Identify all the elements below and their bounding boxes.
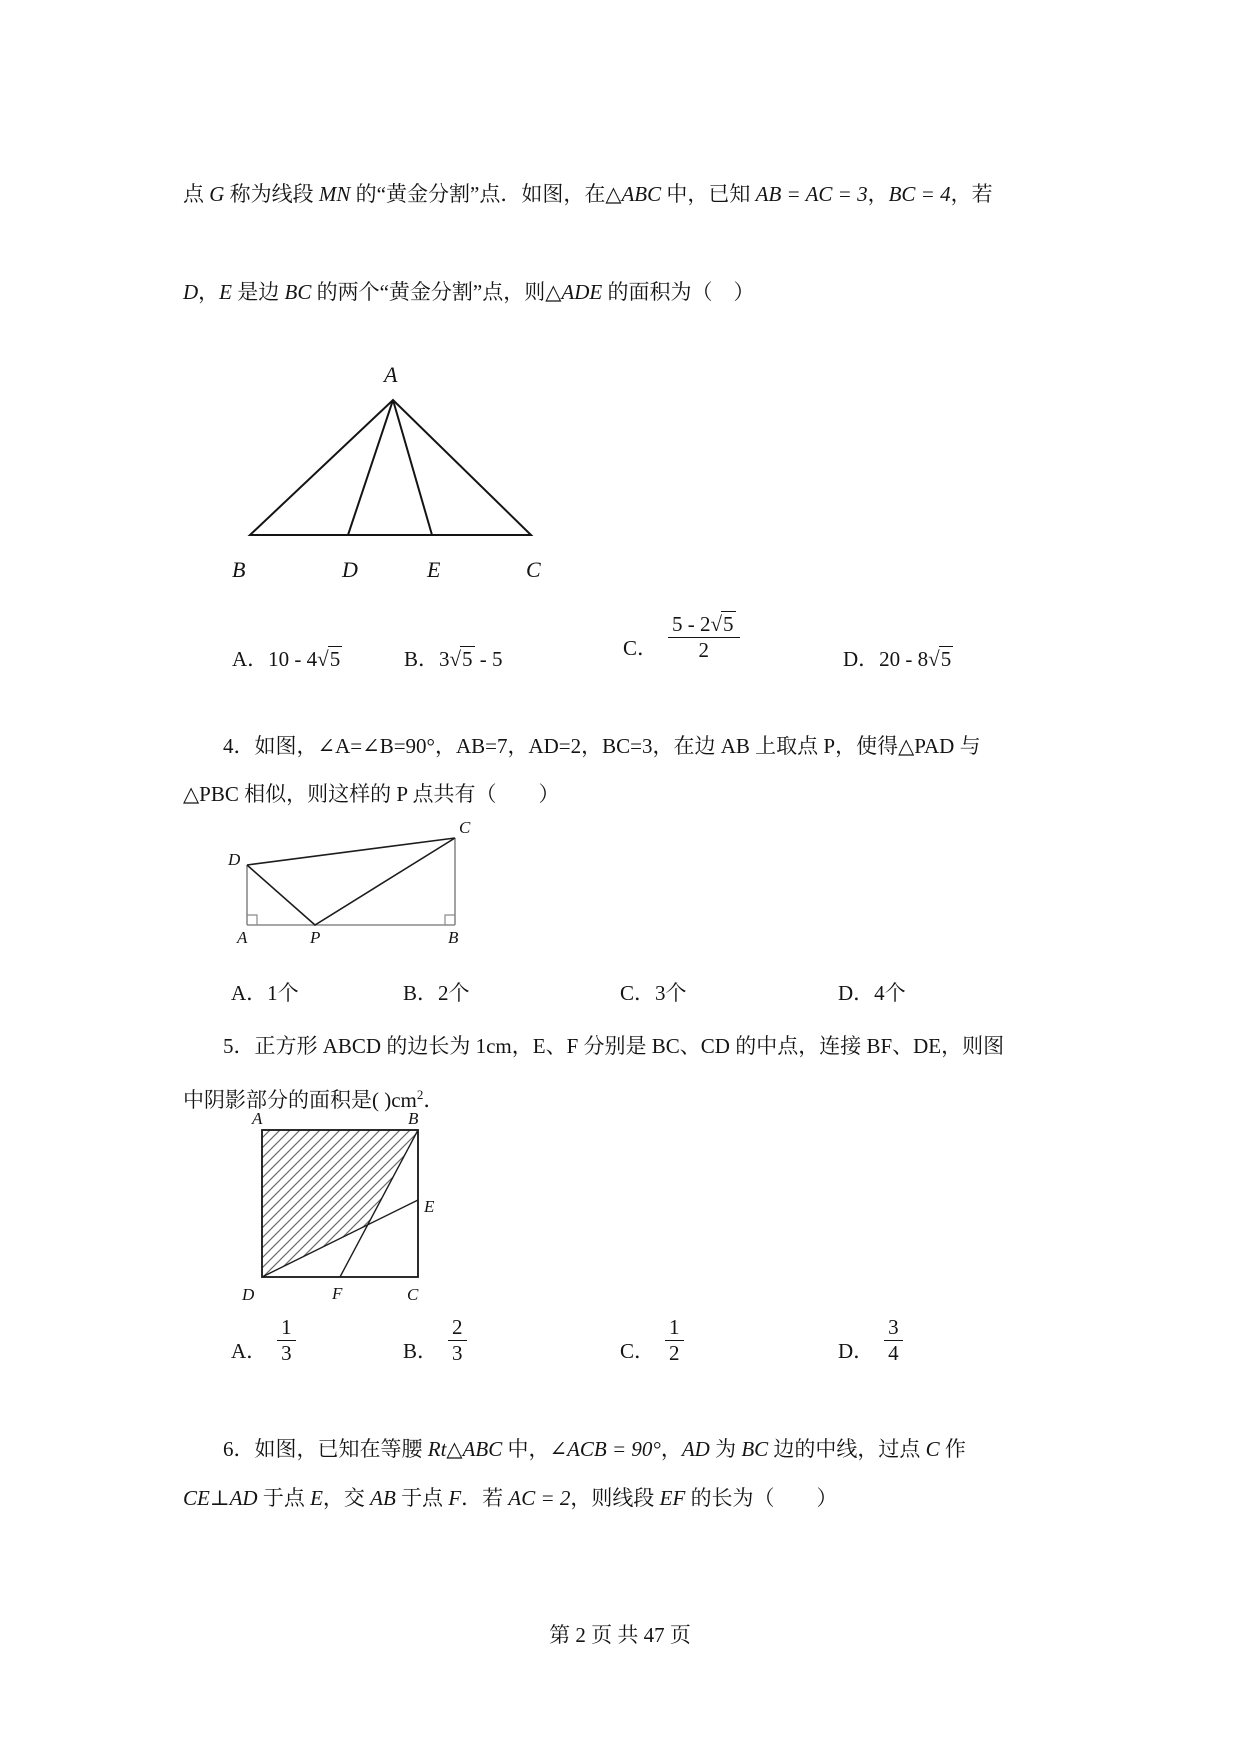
fraction bbox=[884, 1316, 903, 1365]
fraction-numerator: 2 bbox=[448, 1316, 467, 1341]
fraction bbox=[668, 613, 740, 662]
vertex-label-c: C bbox=[407, 1285, 419, 1304]
segments-dc-dp-pc bbox=[247, 838, 455, 925]
q3-option-d bbox=[843, 646, 953, 673]
q3-text-line-1: 点 G 称为线段 MN 的“黄金分割”点．如图，在△ABC 中，已知 AB = AC = 3，BC = 4，若 bbox=[183, 182, 993, 206]
sqrt-sign: √ bbox=[449, 647, 462, 671]
vertex-label-a: A bbox=[252, 1109, 263, 1128]
fraction-numerator: 1 bbox=[665, 1316, 684, 1341]
option-label: B． bbox=[403, 1339, 439, 1363]
right-angle-marks bbox=[247, 915, 455, 925]
q4-text-line-1: 4．如图，∠A=∠B=90°，AB=7，AD=2，BC=3，在边 AB 上取点 P，使得△PAD 与 bbox=[223, 734, 981, 758]
point-label-d: D bbox=[228, 850, 241, 869]
option-label: A． bbox=[231, 1339, 268, 1363]
point-label-d: D bbox=[342, 557, 358, 582]
triangle-outline bbox=[250, 400, 531, 535]
q3-option-b: B．3√5 - 5 bbox=[404, 647, 503, 671]
vertex-label-b: B bbox=[232, 557, 246, 582]
shaded-region bbox=[262, 1130, 418, 1277]
option-label: D． bbox=[838, 1339, 875, 1363]
q4-text-line-2: △PBC 相似，则这样的 P 点共有（ ） bbox=[183, 782, 560, 806]
q6-text-line-1: 6．如图，已知在等腰 Rt△ABC 中，∠ACB = 90°，AD 为 BC 边的中线，过点 C 作 bbox=[223, 1437, 966, 1461]
sqrt-sign: √ bbox=[317, 647, 329, 671]
q5-option-d bbox=[838, 1316, 903, 1365]
vertex-label-c: C bbox=[526, 557, 541, 582]
fraction-denominator: 3 bbox=[281, 1341, 292, 1365]
option-value: 10 - 4 bbox=[268, 647, 318, 671]
sqrt-sign: √ bbox=[928, 647, 940, 671]
point-label-e: E bbox=[427, 557, 441, 582]
option-label: D． bbox=[843, 647, 880, 671]
q4-trapezoid-figure bbox=[180, 815, 500, 950]
fraction-denominator: 2 bbox=[669, 1341, 680, 1365]
q4-option-b: B．2个 bbox=[403, 981, 470, 1005]
midpoint-label-e: E bbox=[424, 1197, 435, 1216]
sqrt-sign: √ bbox=[710, 612, 723, 636]
q6-text-line-2: CE⊥AD 于点 E，交 AB 于点 F．若 AC = 2，则线段 EF 的长为（ ） bbox=[183, 1486, 838, 1510]
fraction-numerator: 5 - 2√5 bbox=[668, 613, 740, 638]
q3-text-line-2: D，E 是边 BC 的两个“黄金分割”点，则△ADE 的面积为（ ） bbox=[183, 280, 755, 304]
q4-option-c: C．3个 bbox=[620, 981, 687, 1005]
point-label-a: A bbox=[237, 928, 248, 947]
option-label: C． bbox=[623, 636, 659, 660]
option-value: 20 - 8 bbox=[879, 647, 929, 671]
q3-option-c bbox=[623, 613, 740, 662]
page-footer: 第 2 页 共 47 页 bbox=[549, 1623, 691, 1647]
fraction bbox=[448, 1316, 467, 1365]
vertex-label-a: A bbox=[384, 362, 398, 387]
fraction-numerator: 1 bbox=[277, 1316, 296, 1341]
q4-option-d: D．4个 bbox=[838, 981, 906, 1005]
fraction-denominator: 3 bbox=[452, 1341, 463, 1365]
option-label: B． bbox=[404, 647, 440, 671]
fraction-numerator: 3 bbox=[884, 1316, 903, 1341]
radicand: 5 bbox=[723, 612, 734, 636]
q4-option-a: A．1个 bbox=[231, 981, 299, 1005]
radicand: 5 bbox=[940, 647, 952, 671]
point-label-c: C bbox=[459, 818, 471, 837]
option-value: 3 bbox=[439, 647, 450, 671]
fraction bbox=[277, 1316, 296, 1365]
point-label-p: P bbox=[310, 928, 321, 947]
radicand: 5 bbox=[462, 647, 473, 671]
q5-option-b bbox=[403, 1316, 467, 1365]
q3-triangle-figure bbox=[180, 330, 600, 590]
q5-option-c bbox=[620, 1316, 684, 1365]
q5-square-figure bbox=[230, 1100, 460, 1305]
option-label: C． bbox=[620, 1339, 656, 1363]
triangle-cevians bbox=[348, 400, 432, 535]
q5-text-line-1: 5．正方形 ABCD 的边长为 1cm，E、F 分别是 BC、CD 的中点，连接 BF、DE，则图 bbox=[223, 1034, 1005, 1058]
radicand: 5 bbox=[329, 647, 341, 671]
q5-text-line-2: 中阴影部分的面积是( )$cm^2$． bbox=[183, 1087, 445, 1112]
q3-option-a bbox=[232, 646, 342, 673]
fraction bbox=[665, 1316, 684, 1365]
vertex-label-b: B bbox=[408, 1109, 419, 1128]
option-label: A． bbox=[232, 647, 269, 671]
vertex-label-d: D bbox=[242, 1285, 255, 1304]
point-label-b: B bbox=[448, 928, 459, 947]
fraction-denominator: 4 bbox=[888, 1341, 899, 1365]
fraction-denominator: 2 bbox=[698, 638, 710, 662]
q5-option-a bbox=[231, 1316, 296, 1365]
midpoint-label-f: F bbox=[332, 1284, 343, 1303]
